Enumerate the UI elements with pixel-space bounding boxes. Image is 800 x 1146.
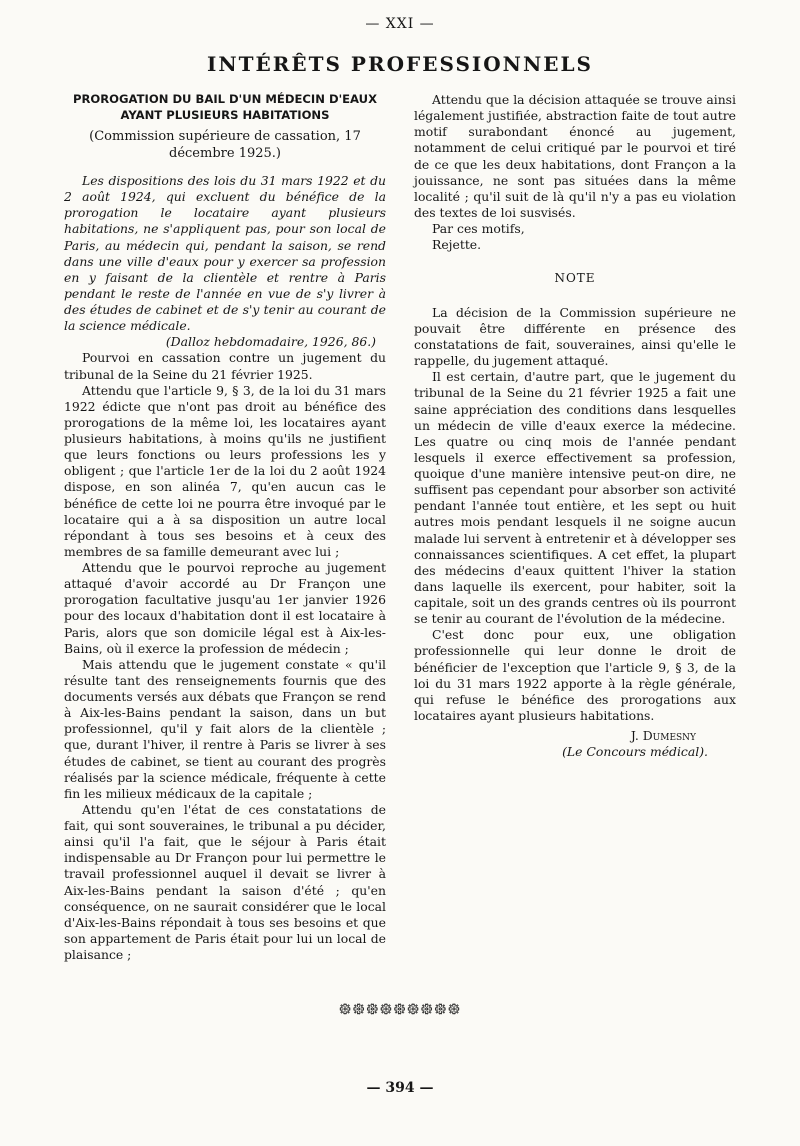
article-summary: Les dispositions des lois du 31 mars 1922 et du 2 août 1924, qui excluent du bénéfice de la prorogation le locataire ayant plusieurs habitations, ne s'appliquent pas, pour son local de Paris, au médecin qui, pendant la saison, se rend dans une ville d'eaux pour y exercer sa profession en y faisant de la clientèle et rentre à Paris pendant le reste de l'année en vue de s'y livrer à des études de cabinet et de s'y tenir au courant de la science médicale.	[64, 173, 386, 334]
note-author: J. Dumesny	[630, 728, 696, 744]
ornament-divider: ᪥᪥᪥᪥᪥᪥᪥᪥᪥	[338, 999, 462, 1019]
note-author-source: (Le Concours médical).	[562, 744, 708, 760]
note-paragraph-3: C'est donc pour eux, une obligation professionnelle qui leur donne le droit de bénéficier de l'exception que l'article 9, § 3, de la loi du 31 mars 1922 apporte à la règle générale, qui refuse le bénéfice des prorogations aux locataires ayant plusieurs habitations.	[414, 627, 736, 723]
article-title-line1: PROROGATION DU BAIL D'UN MÉDECIN D'EAUX	[72, 92, 378, 106]
paragraph-attendu-5: Attendu que la décision attaquée se trouve ainsi légalement justifiée, abstraction faite de tout autre motif surabondant énoncé au jugement, notamment de celui critiqué par le pourvoi et tiré de ce que les deux habitations, dont Françon a la jouissance, ne sont pas situées dans la même localité ; qu'il suit de là qu'il n'y a pas eu violation des textes de loi susvisés.	[414, 92, 736, 220]
note-heading: NOTE	[554, 271, 596, 286]
section-title: INTÉRÊTS PROFESSIONNELS	[207, 52, 593, 76]
paragraph-attendu-1: Attendu que l'article 9, § 3, de la loi du 31 mars 1922 édicte que n'ont pas droit au bénéfice des prorogations de la même loi, les locataires ayant plusieurs habitations, à moins qu'ils ne justifient que leurs fonctions ou leurs professions les y obligent ; que l'article 1er de la loi du 2 août 1924 dispose, en son alinéa 7, qu'en aucun cas le bénéfice de cette loi ne pourra être invoqué par le locataire qui a à sa disposition un autre local répondant à tous ses besoins et à ceux des membres de sa famille demeurant avec lui ;	[64, 382, 386, 559]
page-number: — 394 —	[366, 1080, 434, 1096]
running-page-number: — XXI —	[365, 16, 435, 32]
right-column	[414, 92, 736, 760]
left-column	[64, 92, 386, 963]
paragraph-attendu-3: Mais attendu que le jugement constate « qu'il résulte tant des renseignements fournis que des documents versés aux débats que Françon se rend à Aix-les-Bains pendant la saison, dans un but professionnel, qu'il y fait alors de la clientèle ; que, durant l'hiver, il rentre à Paris se livrer à ses études de cabinet, se tient au courant des progrès réalisés par la science médicale, fréquente à cette fin les milieux médicaux de la capitale ;	[64, 656, 386, 801]
summary-source: (Dalloz hebdomadaire, 1926, 86.)	[165, 334, 376, 350]
paragraph-motifs: Par ces motifs,	[432, 221, 525, 236]
note-paragraph-2: Il est certain, d'autre part, que le jugement du tribunal de la Seine du 21 février 1925 a fait une saine appréciation des conditions dans lesquelles un médecin de ville d'eaux exerce la médecine. Les quatre ou cinq mois de l'année pendant lesquels il exerce effectivement sa profession, quoique d'une manière intensive peut-on dire, ne suffisent pas cependant pour absorber son activité pendant l'année tout entière, et les sept ou huit autres mois pendant lesquels il ne soigne aucun malade lui servent à entretenir et à développer ses connaissances scientifiques. A cet effet, la plupart des médecins d'eaux quittent l'hiver la station dans laquelle ils exercent, pour habiter, soit la capitale, soit un des grands centres où ils pourront se tenir au courant de l'évolution de la médecine.	[414, 369, 736, 627]
paragraph-rejette: Rejette.	[432, 237, 482, 253]
commission-reference: (Commission supérieure de cassation, 17 décembre 1925.)	[89, 129, 361, 162]
note-paragraph-1: La décision de la Commission supérieure ne pouvait être différente en présence des constatations de fait, souveraines, ainsi qu'elle le rappelle, du jugement attaqué.	[414, 304, 736, 369]
paragraph-pourvoi: Pourvoi en cassation contre un jugement du tribunal de la Seine du 21 février 1925.	[64, 350, 386, 382]
article-title-line2: AYANT PLUSIEURS HABITATIONS	[120, 107, 330, 122]
article-title	[64, 92, 386, 123]
paragraph-attendu-2: Attendu que le pourvoi reproche au jugement attaqué d'avoir accordé au Dr Françon une prorogation facultative jusqu'au 1er janvier 1926 pour des locaux d'habitation dont il est locataire à Paris, alors que son domicile légal est à Aix-les-Bains, où il exerce la profession de médecin ;	[64, 560, 386, 656]
paragraph-attendu-4: Attendu qu'en l'état de ces constatations de fait, qui sont souveraines, le tribunal a pu décider, ainsi qu'il l'a fait, que le séjour à Paris était indispensable au Dr Françon pour lui permettre le travail professionnel auquel il devait se livrer à Aix-les-Bains pendant la saison d'été ; qu'en conséquence, on ne saurait considérer que le local d'Aix-les-Bains répondait à tous ses besoins et que son appartement de Paris était pour lui un local de plaisance ;	[64, 801, 386, 963]
